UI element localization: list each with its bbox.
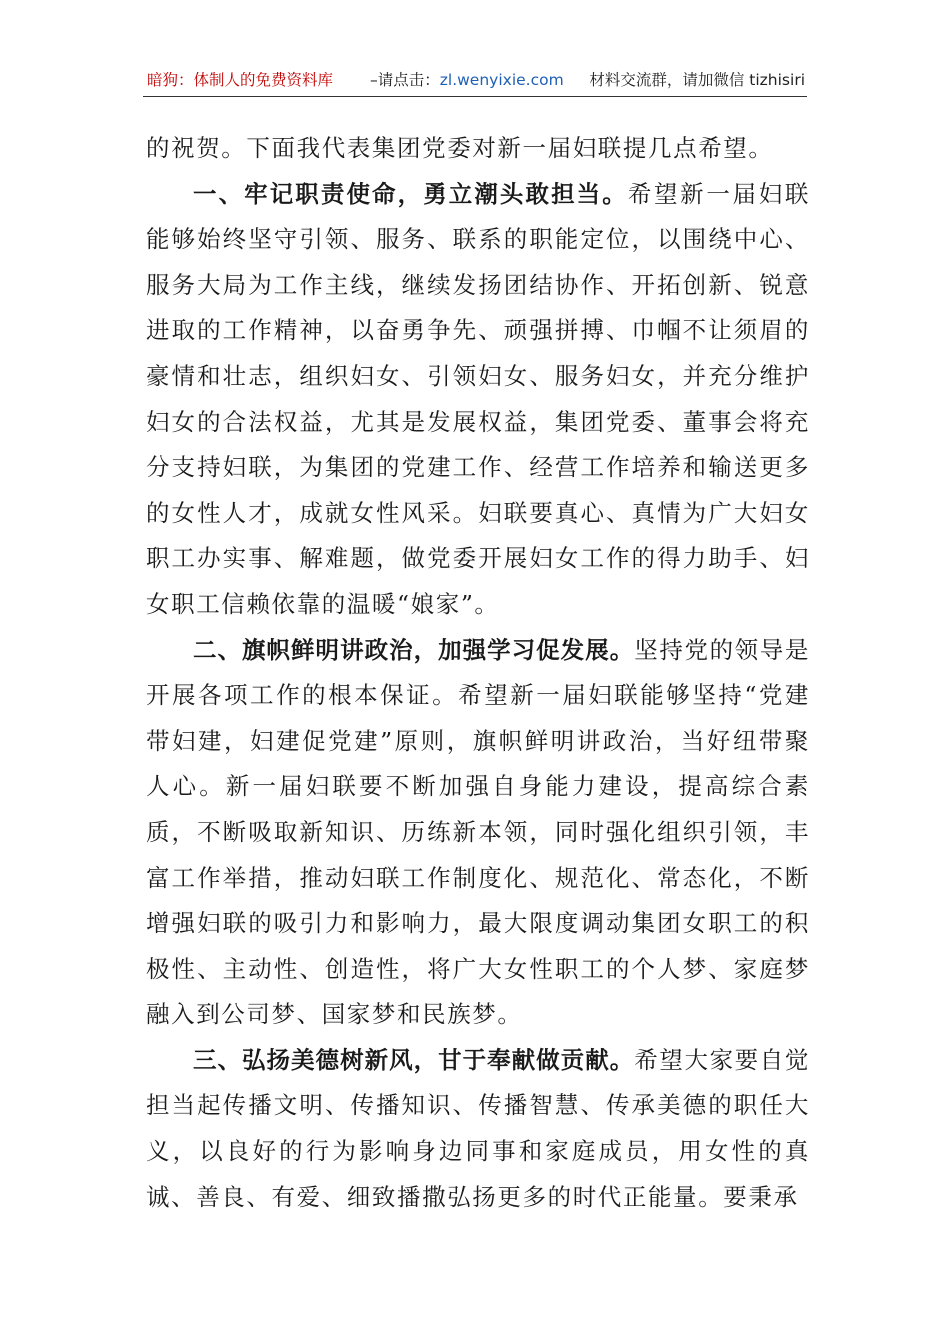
page-header [143,64,807,97]
header-contact-text: 材料交流群，请加微信 tizhisiri [589,71,805,89]
paragraph-section-1 [146,172,810,628]
header-link-prefix: –请点击： [370,71,440,89]
section-2-heading: 二、旗帜鲜明讲政治，加强学习促发展。 [193,635,635,664]
header-link-prompt [370,64,564,96]
header-site-name: 暗狗：体制人的免费资料库 [147,71,334,89]
document-body [146,126,810,1220]
paragraph-section-2 [146,628,810,1038]
section-3-heading: 三、弘扬美德树新风，甘于奉献做贡献。 [193,1045,635,1074]
paragraph-section-3 [146,1038,810,1220]
paragraph-continuation: 的祝贺。下面我代表集团党委对新一届妇联提几点希望。 [146,134,774,162]
section-2-text: 坚持党的领导是开展各项工作的根本保证。希望新一届妇联能够坚持“党建带妇建，妇建促党建”原则，旗帜鲜明讲政治，当好纽带聚人心。新一届妇联要不断加强自身能力建设，提高综合素质，不断吸取新知识、历练新本领，同时强化组织引领，丰富工作举措，推动妇联工作制度化、规范化、常态化，不断增强妇联的吸引力和影响力，最大限度调动集团女职工的积极性、主动性、创造性，将广大女性职工的个人梦、家庭梦融入到公司梦、国家梦和民族梦。 [146,635,811,1029]
section-1-heading: 一、牢记职责使命，勇立潮头敢担当。 [193,179,628,208]
section-1-text: 希望新一届妇联能够始终坚守引领、服务、联系的职能定位，以围绕中心、服务大局为工作主线，继续发扬团结协作、开拓创新、锐意进取的工作精神，以奋勇争先、顽强拼搏、巾帼不让须眉的豪情和壮志，组织妇女、引领妇女、服务妇女，并充分维护妇女的合法权益，尤其是发展权益，集团党委、董事会将充分支持妇联，为集团的党建工作、经营工作培养和输送更多的女性人才，成就女性风采。妇联要真心、真情为广大妇女职工办实事、解难题，做党委开展妇女工作的得力助手、妇女职工信赖依靠的温暖“娘家”。 [146,179,810,618]
header-url-link[interactable]: zl.wenyixie.com [439,71,564,89]
section-3-text: 希望大家要自觉担当起传播文明、传播知识、传播智慧、传承美德的职任大义，以良好的行为影响身边同事和家庭成员，用女性的真诚、善良、有爱、细致播撒弘扬更多的时代正能量。要秉承 [146,1045,811,1211]
